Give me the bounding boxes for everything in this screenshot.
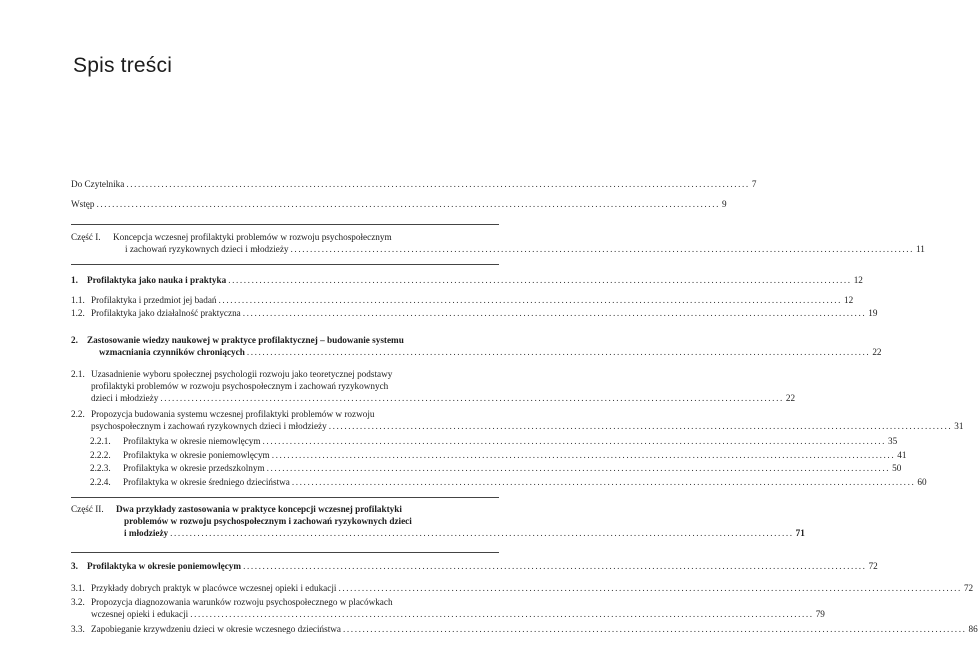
toc-entry-title: Przykłady dobrych praktyk w placówce wczesnej opieki i edukacji — [91, 583, 337, 593]
toc-entry-3-1[interactable] — [71, 582, 974, 594]
toc-entry-wstep[interactable] — [71, 198, 727, 210]
toc-entry-3-3[interactable] — [71, 623, 978, 635]
toc-page-number: 41 — [897, 450, 907, 460]
toc-entry-chapter-2[interactable] — [71, 334, 882, 358]
toc-entry-title: Profilaktyka w okresie poniemowlęcym — [87, 561, 242, 571]
toc-entry-number: 2.2.1. — [90, 436, 111, 446]
toc-entry-title-line: dzieci i młodzieży — [91, 393, 159, 403]
toc-entry-number: 2.2.2. — [90, 450, 111, 460]
toc-entry-number: 3.1. — [71, 583, 85, 593]
toc-entry-number: 3. — [71, 561, 78, 571]
toc-page-number: 35 — [888, 436, 898, 446]
toc-entry-title-line: Dwa przykłady zastosowania w praktyce koncepcji wczesnej profilaktyki — [116, 504, 402, 514]
dot-leader: ................................................................................................................................................................ — [266, 463, 891, 473]
toc-page-number: 7 — [751, 179, 757, 189]
toc-page-number: 31 — [954, 421, 964, 431]
toc-entry-number: 1.1. — [71, 295, 85, 305]
toc-entry-title: Wstęp — [71, 199, 95, 209]
toc-page-number: 72 — [868, 561, 878, 571]
dot-leader: ................................................................................................................................................................ — [126, 179, 750, 189]
toc-entry-czesc-1[interactable] — [71, 231, 925, 255]
toc-entry-number: 3.2. — [71, 597, 85, 607]
page-title: Spis treści — [73, 54, 173, 78]
dot-leader: ................................................................................................................................................................ — [160, 393, 784, 403]
dot-leader: ................................................................................................................................................................ — [271, 450, 896, 460]
toc-entry-number: 3.3. — [71, 624, 85, 634]
section-divider — [71, 224, 499, 225]
toc-page-number: 71 — [795, 528, 805, 538]
toc-entry-title-line: Zastosowanie wiedzy naukowej w praktyce profilaktycznej – budowanie systemu — [87, 335, 404, 345]
toc-entry-chapter-3[interactable] — [71, 560, 878, 572]
toc-entry-title-line: Propozycja budowania systemu wczesnej profilaktyki problemów w rozwoju — [91, 409, 375, 419]
dot-leader: ................................................................................................................................................................ — [338, 583, 962, 593]
toc-entry-title-line: Uzasadnienie wyboru społecznej psychologii rozwoju jako teoretycznej podstawy — [91, 369, 393, 379]
toc-entry-title: Profilaktyka w okresie poniemowlęcym — [123, 450, 270, 460]
toc-page-number: 12 — [853, 275, 863, 285]
toc-entry-number: 2.2.3. — [90, 463, 111, 473]
toc-entry-title: Profilaktyka w okresie średniego dzieciństwa — [123, 477, 290, 487]
dot-leader: ................................................................................................................................................................ — [262, 436, 887, 446]
toc-entry-3-2[interactable] — [71, 596, 825, 620]
dot-leader: ................................................................................................................................................................ — [96, 199, 720, 209]
dot-leader: ................................................................................................................................................................ — [218, 295, 843, 305]
toc-page-number: 22 — [785, 393, 796, 403]
toc-entry-czesc-2[interactable] — [71, 503, 805, 539]
dot-leader: ................................................................................................................................................................ — [242, 308, 867, 318]
toc-entry-number: 2. — [71, 335, 78, 345]
toc-entry-title-line: i zachowań ryzykownych dzieci i młodzieży — [125, 244, 289, 254]
dot-leader: ................................................................................................................................................................ — [343, 624, 967, 634]
section-divider — [71, 552, 499, 553]
toc-entry-title-line: profilaktyki problemów w rozwoju psychospołecznym i zachowań ryzykownych — [91, 381, 389, 391]
dot-leader: ................................................................................................................................................................ — [246, 347, 871, 357]
dot-leader: ................................................................................................................................................................ — [190, 609, 814, 619]
toc-entry-title: Profilaktyka w okresie niemowlęcym — [123, 436, 261, 446]
dot-leader: ................................................................................................................................................................ — [291, 477, 916, 487]
toc-entry-title-line: problemów w rozwoju psychospołecznym i zachowań ryzykownych dzieci — [124, 516, 412, 526]
dot-leader: ................................................................................................................................................................ — [243, 561, 867, 571]
toc-page-number: 60 — [917, 477, 927, 487]
toc-page-number: 9 — [721, 199, 727, 209]
toc-entry-number: 2.1. — [71, 369, 85, 379]
toc-entry-title-line: i młodzieży — [124, 528, 169, 538]
toc-entry-number: 2.2. — [71, 409, 85, 419]
toc-entry-title-line: Propozycja diagnozowania warunków rozwoju psychospołecznego w placówkach — [91, 597, 393, 607]
toc-entry-number: 1. — [71, 275, 78, 285]
toc-entry-title: Profilaktyka w okresie przedszkolnym — [123, 463, 265, 473]
toc-entry-2-2-3[interactable] — [90, 462, 902, 474]
toc-entry-title: Profilaktyka jako działalność praktyczna — [91, 308, 241, 318]
toc-entry-2-2-2[interactable] — [90, 449, 907, 461]
toc-entry-2-2[interactable] — [71, 408, 964, 432]
dot-leader: ................................................................................................................................................................ — [228, 275, 852, 285]
toc-entry-number: 2.2.4. — [90, 477, 111, 487]
section-divider — [71, 264, 499, 265]
toc-entry-2-2-1[interactable] — [90, 435, 898, 447]
toc-page-number: 86 — [968, 624, 978, 634]
toc-page-number: 22 — [872, 347, 882, 357]
toc-entry-number: Część I. — [71, 232, 101, 242]
toc-entry-title-line: Koncepcja wczesnej profilaktyki problemów w rozwoju psychospołecznym — [113, 232, 392, 242]
toc-entry-title-line: wzmacniania czynników chroniących — [99, 347, 245, 357]
toc-entry-do-czytelnika[interactable] — [71, 178, 757, 190]
dot-leader: ................................................................................................................................................................ — [328, 421, 953, 431]
toc-page-number: 12 — [844, 295, 854, 305]
toc-entry-2-1[interactable] — [71, 368, 796, 404]
toc-entry-title: Profilaktyka i przedmiot jej badań — [91, 295, 217, 305]
toc-page-number: 50 — [892, 463, 902, 473]
toc-entry-chapter-1[interactable] — [71, 274, 863, 286]
toc-page-number: 72 — [963, 583, 974, 593]
toc-entry-1-1[interactable] — [71, 294, 854, 306]
toc-entry-2-2-4[interactable] — [90, 476, 927, 488]
toc-page-number: 11 — [916, 244, 925, 254]
toc-entry-title: Do Czytelnika — [71, 179, 125, 189]
toc-entry-number: 1.2. — [71, 308, 85, 318]
section-divider — [71, 497, 499, 498]
toc-entry-title-line: psychospołecznym i zachowań ryzykownych dzieci i młodzieży — [91, 421, 327, 431]
toc-page-number: 19 — [868, 308, 878, 318]
toc-entry-title: Profilaktyka jako nauka i praktyka — [87, 275, 227, 285]
toc-entry-title: Zapobieganie krzywdzeniu dzieci w okresie wczesnego dzieciństwa — [91, 624, 341, 634]
toc-entry-title-line: wczesnej opieki i edukacji — [91, 609, 189, 619]
toc-entry-number: Część II. — [71, 504, 104, 514]
dot-leader: ................................................................................................................................................................ — [170, 528, 794, 538]
toc-page-number: 79 — [815, 609, 825, 619]
dot-leader: ................................................................................................................................................................ — [290, 244, 915, 254]
toc-entry-1-2[interactable] — [71, 307, 878, 319]
